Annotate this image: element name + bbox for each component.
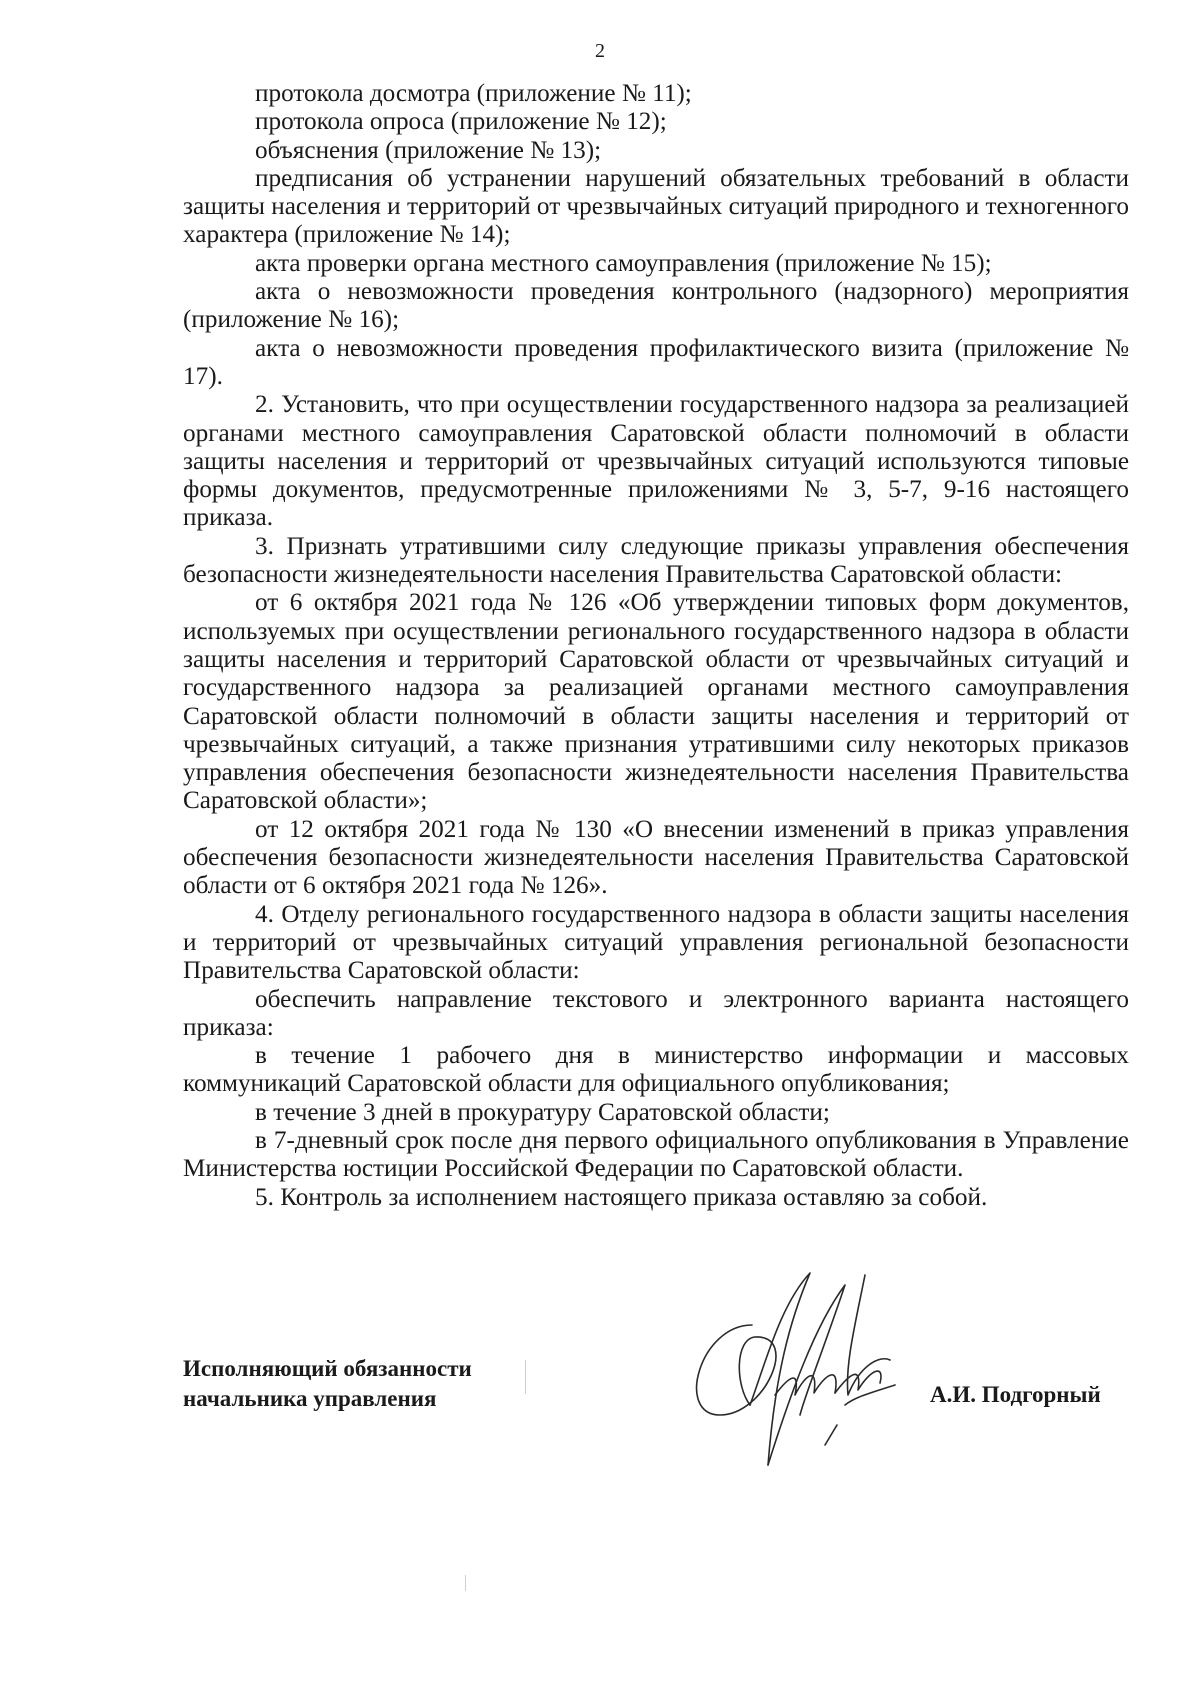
- paragraph: протокола досмотра (приложение № 11);: [255, 80, 692, 107]
- signatory-position-line: Исполняющий обязанности: [183, 1356, 472, 1381]
- paragraph: протокола опроса (приложение № 12);: [255, 108, 667, 136]
- document-body: [183, 80, 1129, 1212]
- paragraph: обеспечить направление текстового и электронного варианта настоящего приказа:: [183, 985, 1129, 1041]
- paragraph: акта о невозможности проведения контрольного (надзорного) мероприятия (приложение № 16);: [183, 278, 1129, 334]
- paragraph: в 7-дневный срок после дня первого официального опубликования в Управление Министерства юстиции Российской Федерации по Саратовской области.: [183, 1126, 1129, 1183]
- scan-artifact: [465, 1575, 466, 1591]
- paragraph: 4. Отделу регионального государственного надзора в области защиты населения и территорий от чрезвычайных ситуаций управления региональной безопасности Правительства Саратовской области:: [183, 900, 1129, 985]
- signatory-name: А.И. Подгорный: [930, 1382, 1101, 1407]
- paragraph: 3. Признать утратившими силу следующие приказы управления обеспечения безопасности жизнедеятельности населения Правительства Саратовской области:: [183, 532, 1129, 589]
- paragraph: в течение 1 рабочего дня в министерство информации и массовых коммуникаций Саратовской области для официального опубликования;: [183, 1042, 1129, 1098]
- paragraph: от 6 октября 2021 года № 126 «Об утверждении типовых форм документов, используемых при осуществлении регионального государственного надзора в области защиты населения и территорий Саратовской области от чрезвычайных ситуаций и государственного надзора за реализацией органами местного самоуправления Саратовской области полномочий в области защиты населения и территорий от чрезвычайных ситуаций, а также признания утратившими силу некоторых приказов управления обеспечения безопасности жизнедеятельности населения Правительства Саратовской области»;: [183, 589, 1129, 815]
- signatory-position: [183, 1354, 472, 1414]
- paragraph: от 12 октября 2021 года № 130 «О внесении изменений в приказ управления обеспечения безопасности жизнедеятельности населения Правительства Саратовской области от 6 октября 2021 года № 126».: [183, 815, 1129, 900]
- paragraph: 5. Контроль за исполнением настоящего приказа оставляю за собой.: [255, 1183, 988, 1211]
- page-number: 2: [595, 40, 605, 62]
- paragraph: акта проверки органа местного самоуправления (приложение № 15);: [255, 249, 992, 277]
- handwritten-signature: [680, 1265, 940, 1485]
- paragraph: акта о невозможности проведения профилактического визита (приложение № 17).: [183, 334, 1129, 390]
- signatory-position-line: начальника управления: [183, 1386, 437, 1411]
- paragraph: объяснения (приложение № 13);: [255, 136, 602, 164]
- scan-artifact: [525, 1360, 526, 1394]
- paragraph: предписания об устранении нарушений обязательных требований в области защиты населения и территорий от чрезвычайных ситуаций природного и техногенного характера (приложение № 14);: [183, 164, 1129, 249]
- paragraph: 2. Установить, что при осуществлении государственного надзора за реализацией органами местного самоуправления Саратовской области полномочий в области защиты населения и территорий от чрезвычайных ситуаций используются типовые формы документов, предусмотренные приложениями № 3, 5-7, 9-16 настоящего приказа.: [183, 391, 1129, 532]
- paragraph: в течение 3 дней в прокуратуру Саратовской области;: [255, 1098, 830, 1126]
